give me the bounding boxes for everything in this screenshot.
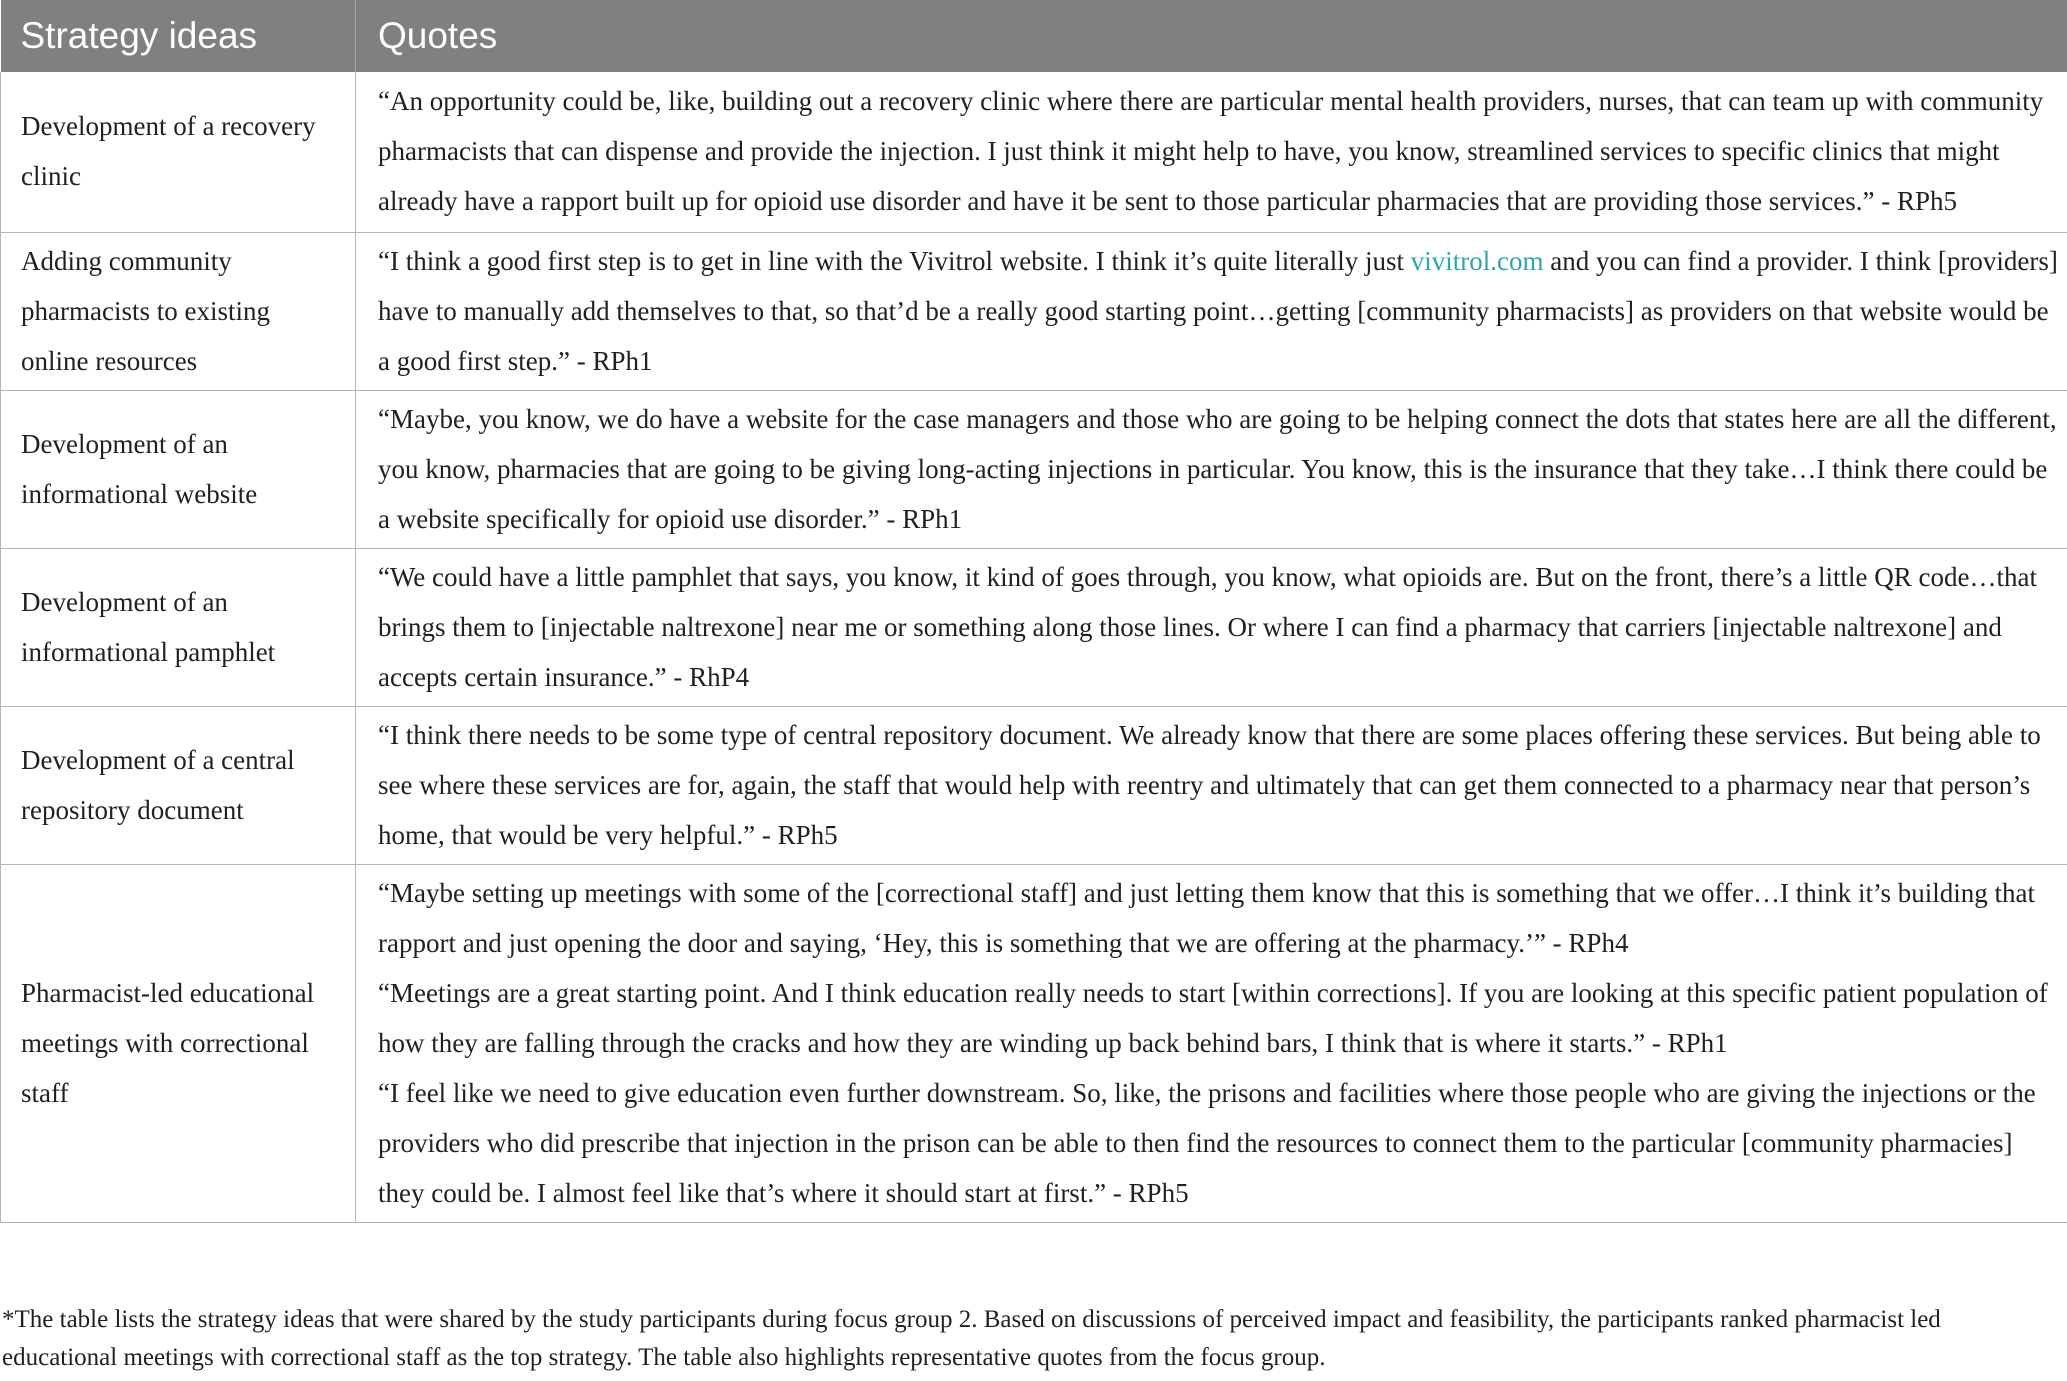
quote-text: [378, 236, 2059, 386]
table-row: [1, 232, 2067, 390]
vivitrol-link[interactable]: vivitrol.com: [1410, 245, 1544, 276]
quote-cell: [356, 706, 2067, 864]
table-row: [1, 390, 2067, 548]
table-header-row: [1, 0, 2067, 72]
table-row: [1, 864, 2067, 1222]
table-footnote: *The table lists the strategy ideas that were shared by the study participants during focus group 2. Based on discussions of perceived impact and feasibility, the participants ranked pharmacist led educational meetings with correctional staff as the top strategy. The table also highlights representative quotes from the focus group.: [2, 1306, 1941, 1371]
table-row: [1, 548, 2067, 706]
quote-text-after-link: and you can find a provider. I think [providers] have to manually add themselves to that, so that’d be a really good starting point…getting [community pharmacists] as providers on that website would be a good first step.” - RPh1: [378, 245, 2058, 376]
quote-text: “Meetings are a great starting point. And I think education really needs to start [within corrections]. If you are looking at this specific patient population of how they are falling through the cracks and how they are winding up back behind bars, I think that is where it starts.” - RPh1: [378, 977, 2048, 1058]
strategy-cell: Development of a central repository document: [1, 706, 356, 864]
strategy-cell: Development of an informational pamphlet: [1, 548, 356, 706]
quote-cell: [356, 548, 2067, 706]
strategy-cell: Pharmacist-led educational meetings with correctional staff: [1, 864, 356, 1222]
strategy-cell: Adding community pharmacists to existing online resources: [1, 232, 356, 390]
quote-text: “Maybe setting up meetings with some of the [correctional staff] and just letting them know that this is something that we offer…I think it’s building that rapport and just opening the door and saying, ‘Hey, this is something that we are offering at the pharmacy.’” - RPh4: [378, 877, 2035, 958]
quote-cell: [356, 390, 2067, 548]
quote-cell: [356, 232, 2067, 390]
strategy-cell: Development of an informational website: [1, 390, 356, 548]
strategy-cell: Development of a recovery clinic: [1, 72, 356, 232]
quote-text: “I think there needs to be some type of central repository document. We already know that there are some places offering these services. But being able to see where these services are for, again, the staff that would help with reentry and ultimately that can get them connected to a pharmacy near that person’s home, that would be very helpful.” - RPh5: [378, 719, 2041, 850]
column-header-strategy: Strategy ideas: [1, 0, 356, 72]
table-row: [1, 706, 2067, 864]
column-header-quotes: Quotes: [356, 0, 2067, 72]
table-row: [1, 72, 2067, 232]
quote-cell: [356, 864, 2067, 1222]
quote-text: “I feel like we need to give education even further downstream. So, like, the prisons and facilities where those people who are giving the injections or the providers who did prescribe that injection in the prison can be able to then find the resources to connect them to the particular [community pharmacies] they could be. I almost feel like that’s where it should start at first.” - RPh5: [378, 1077, 2036, 1208]
quote-text: “An opportunity could be, like, building out a recovery clinic where there are particular mental health providers, nurses, that can team up with community pharmacists that can dispense and provide the injection. I just think it might help to have, you know, streamlined services to specific clinics that might already have a rapport built up for opioid use disorder and have it be sent to those particular pharmacies that are providing those services.” - RPh5: [378, 86, 2044, 217]
quote-text: “Maybe, you know, we do have a website for the case managers and those who are going to be helping connect the dots that states here are all the different, you know, pharmacies that are going to be giving long-acting injections in particular. You know, this is the insurance that they take…I think there could be a website specifically for opioid use disorder.” - RPh1: [378, 403, 2057, 534]
quote-text: “We could have a little pamphlet that says, you know, it kind of goes through, you know, what opioids are. But on the front, there’s a little QR code…that brings them to [injectable naltrexone] near me or something along those lines. Or where I can find a pharmacy that carriers [injectable naltrexone] and accepts certain insurance.” - RhP4: [378, 561, 2037, 692]
quote-cell: [356, 72, 2067, 232]
quote-text-before-link: “I think a good first step is to get in line with the Vivitrol website. I think it’s quite literally just: [378, 245, 1411, 276]
